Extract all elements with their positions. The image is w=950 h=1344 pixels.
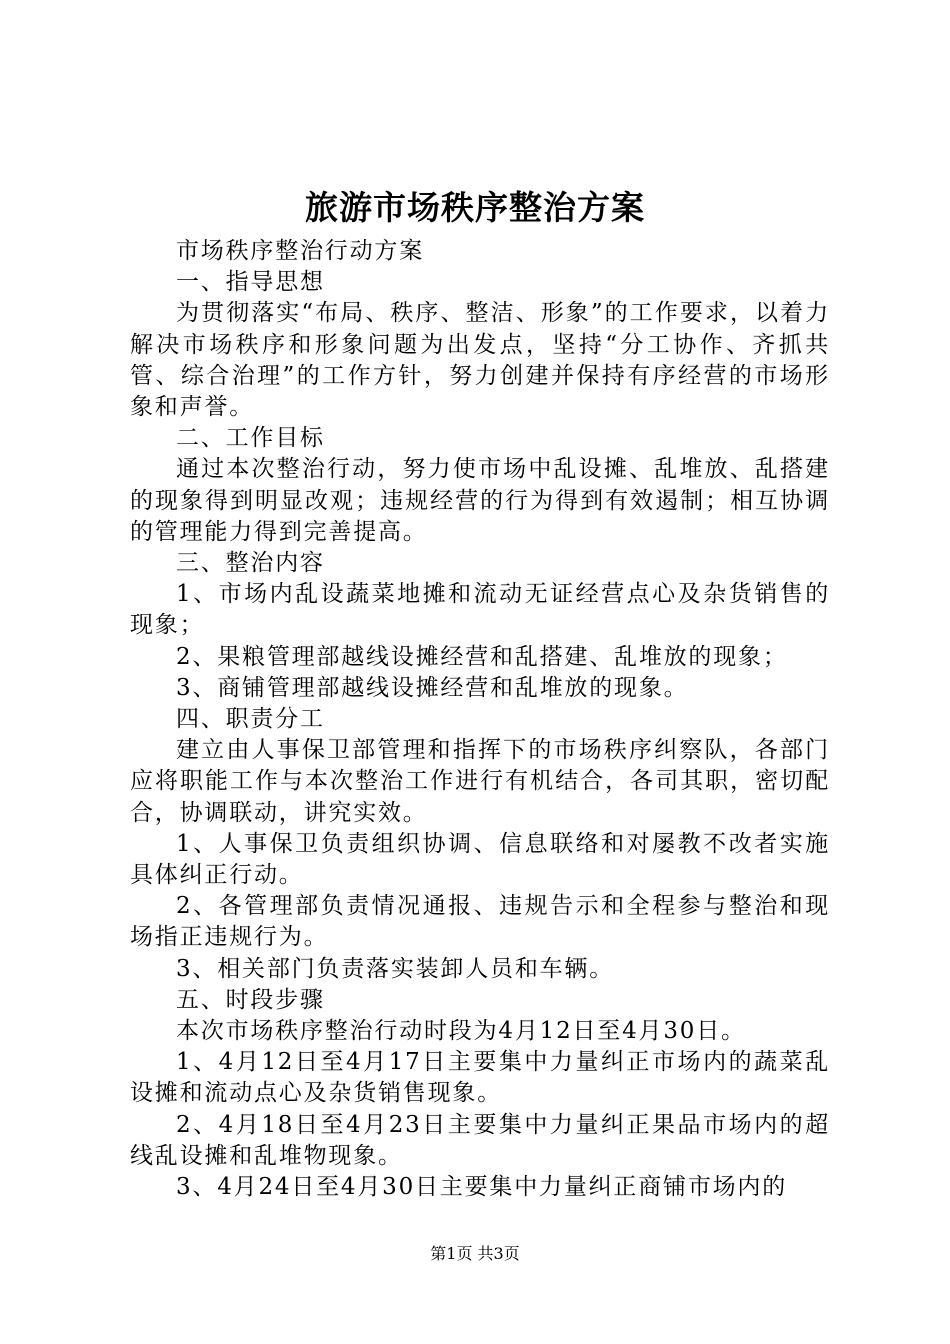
paragraph: 建立由人事保卫部管理和指挥下的市场秩序纠察队，各部门应将职能工作与本次整治工作进行有机结合，各司其职，密切配合，协调联动，讲究实效。 [130,737,830,826]
document-title: 旅游市场秩序整治方案 [305,188,645,227]
section-heading: 四、职责分工 [176,706,325,733]
list-item: 2、各管理部负责情况通报、违规告示和全程参与整治和现场指正违规行为。 [130,893,830,951]
document-body [130,236,830,1203]
paragraph: 为贯彻落实“布局、秩序、整洁、形象”的工作要求，以着力解决市场秩序和形象问题为出发点，坚持“分工协作、齐抓共管、综合治理”的工作方针，努力创建并保持有序经营的市场形象和声誉。 [130,300,830,421]
list-item: 3、4月24日至4月30日主要集中力量纠正商铺市场内的 [176,1174,788,1201]
list-item: 1、人事保卫负责组织协调、信息联络和对屡教不改者实施具体纠正行动。 [130,830,830,889]
section-heading: 一、指导思想 [176,269,325,296]
list-item: 3、商铺管理部越线设摊经营和乱堆放的现象。 [176,674,689,701]
paragraph-plan-name: 市场秩序整治行动方案 [176,238,424,264]
paragraph: 通过本次整治行动，努力使市场中乱设摊、乱堆放、乱搭建的现象得到明显改观；违规经营的行为得到有效遏制；相互协调的管理能力得到完善提高。 [130,456,830,545]
list-item: 1、4月12日至4月17日主要集中力量纠正市场内的蔬菜乱设摊和流动点心及杂货销售现象。 [130,1049,830,1107]
section-heading: 三、整治内容 [176,550,325,577]
list-item: 1、市场内乱设蔬菜地摊和流动无证经营点心及杂货销售的现象； [130,581,830,639]
list-item: 2、果粮管理部越线设摊经营和乱搭建、乱堆放的现象； [176,643,788,670]
list-item: 2、4月18日至4月23日主要集中力量纠正果品市场内的超线乱设摊和乱堆物现象。 [130,1111,830,1169]
section-heading: 五、时段步骤 [176,986,325,1013]
paragraph: 本次市场秩序整治行动时段为4月12日至4月30日。 [176,1018,746,1045]
section-heading: 二、工作目标 [176,425,325,452]
page-number-footer: 第1页 共3页 [430,1244,520,1263]
list-item: 3、相关部门负责落实装卸人员和车辆。 [176,955,615,982]
